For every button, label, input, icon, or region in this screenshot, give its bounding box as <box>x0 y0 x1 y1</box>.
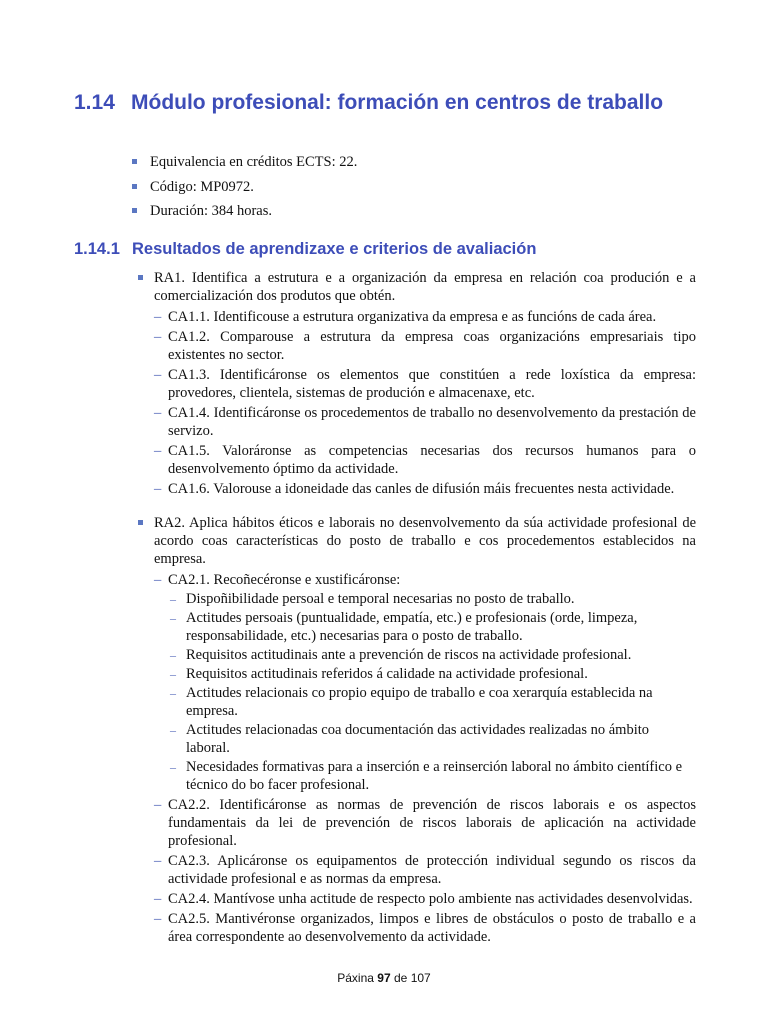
criterion-item: – CA2.4. Mantívose unha actitude de respecto polo ambiente nas actividades desenvolvidas. <box>154 891 693 907</box>
square-bullet-icon <box>138 275 143 280</box>
criterion-item: – CA2.2. Identificáronse as normas de prevención de riscos laborais e os aspectos fundamentais da lei de prevención de riscos laborais de aplicación na actividade profesional. <box>154 797 696 849</box>
dash-bullet-icon: – <box>170 592 176 606</box>
dash-bullet-icon: – <box>170 648 176 662</box>
sub-criterion-item: – Requisitos actitudinais ante a prevención de riscos na actividade profesional. <box>170 647 632 663</box>
footer-page-number: 97 <box>377 971 391 985</box>
criterion-item: – CA1.1. Identificouse a estrutura organizativa da empresa e as funcións de cada área. <box>154 309 657 325</box>
square-bullet-icon <box>138 520 143 525</box>
chapter-heading <box>74 90 714 115</box>
section-content <box>138 269 696 946</box>
sub-criterion-item: – Actitudes persoais (puntualidade, empatía, etc.) e profesionais (orde, limpeza, responsabilidade, etc.) necesarias para o posto de traballo. <box>170 610 638 644</box>
square-bullet-icon <box>132 159 137 164</box>
footer-mid: de <box>394 971 408 985</box>
dash-bullet-icon: – <box>170 723 176 737</box>
criterion-item: – CA2.5. Mantivéronse organizados, limpos e libres de obstáculos o posto de traballo e a área correspondente ao desenvolvemento da actividade. <box>154 911 696 945</box>
dash-bullet-icon: – <box>154 405 162 421</box>
module-metadata-list <box>132 150 357 224</box>
criterion-item: – CA1.4. Identificáronse os procedementos de traballo no desenvolvemento da prestación de servizo. <box>154 405 696 439</box>
list-item: Código: MP0972. <box>132 175 357 200</box>
dash-bullet-icon: – <box>154 309 162 325</box>
footer-total-pages: 107 <box>410 971 431 985</box>
dash-bullet-icon: – <box>154 797 162 813</box>
page-footer <box>0 971 768 985</box>
footer-prefix: Páxina <box>337 971 374 985</box>
dash-bullet-icon: – <box>154 572 162 588</box>
criterion-item: – CA1.3. Identificáronse os elementos que constitúen a rede loxística da empresa: provedores, clientela, sistemas de produción e almacenaxe, etc. <box>154 367 696 401</box>
dash-bullet-icon: – <box>170 686 176 700</box>
learning-outcome-ra1: RA1. Identifica a estrutura e a organización da empresa en relación coa produción e a comercialización dos produtos que obtén. <box>138 269 696 305</box>
dash-bullet-icon: – <box>170 667 176 681</box>
dash-bullet-icon: – <box>154 329 162 345</box>
dash-bullet-icon: – <box>154 911 162 927</box>
criterion-item: – CA1.6. Valorouse a idoneidade das canles de difusión máis frecuentes nesta actividade. <box>154 481 675 497</box>
dash-bullet-icon: – <box>154 443 162 459</box>
square-bullet-icon <box>132 208 137 213</box>
criterion-item: – CA2.1. Recoñecéronse e xustificáronse: <box>154 572 401 588</box>
sub-criterion-item: – Actitudes relacionadas coa documentación das actividades realizadas no ámbito laboral. <box>170 722 650 756</box>
learning-outcome-ra2: RA2. Aplica hábitos éticos e laborais no desenvolvemento da súa actividade profesional de acordo coas características do posto de traballo e cos procedementos establecidos na empresa. <box>138 514 696 568</box>
dash-bullet-icon: – <box>154 853 162 869</box>
criterion-item: – CA1.2. Comparouse a estrutura da empresa coas organizacións empresariais tipo existentes no sector. <box>154 329 696 363</box>
dash-bullet-icon: – <box>170 611 176 625</box>
sub-criterion-item: – Actitudes relacionais co propio equipo de traballo e coa xerarquía establecida na empresa. <box>170 685 653 719</box>
section-heading <box>74 238 714 260</box>
dash-bullet-icon: – <box>154 891 162 907</box>
chapter-number: 1.14 <box>74 91 115 114</box>
square-bullet-icon <box>132 184 137 189</box>
list-item: Duración: 384 horas. <box>132 199 357 224</box>
dash-bullet-icon: – <box>154 481 162 497</box>
section-number: 1.14.1 <box>74 240 120 258</box>
sub-criterion-item: – Necesidades formativas para a inserción e a reinserción laboral no ámbito científico e técnico do bo facer profesional. <box>170 759 683 793</box>
criterion-item: – CA2.3. Aplicáronse os equipamentos de protección individual segundo os riscos da actividade profesional e as normas da empresa. <box>154 853 696 887</box>
dash-bullet-icon: – <box>154 367 162 383</box>
chapter-title: Módulo profesional: formación en centros de traballo <box>131 91 664 114</box>
criterion-item: – CA1.5. Valoráronse as competencias necesarias dos recursos humanos para o desenvolvemento óptimo da actividade. <box>154 443 696 477</box>
sub-criterion-item: – Dispoñibilidade persoal e temporal necesarias no posto de traballo. <box>170 591 575 607</box>
dash-bullet-icon: – <box>170 760 176 774</box>
list-item: Equivalencia en créditos ECTS: 22. <box>132 150 357 175</box>
section-title: Resultados de aprendizaxe e criterios de avaliación <box>132 240 537 258</box>
sub-criterion-item: – Requisitos actitudinais referidos á calidade na actividade profesional. <box>170 666 588 682</box>
